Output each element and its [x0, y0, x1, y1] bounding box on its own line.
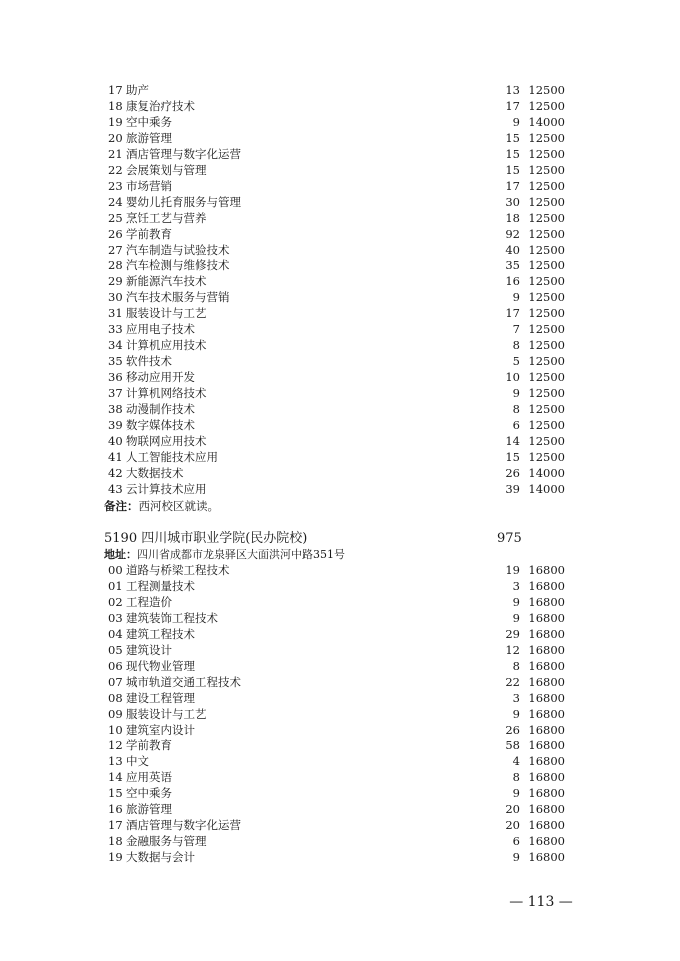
major-name: 旅游管理	[126, 130, 172, 145]
major-code: 21	[108, 146, 123, 161]
enrollment-count: 18	[505, 210, 520, 225]
major-name: 应用电子技术	[126, 322, 195, 337]
table-row	[0, 337, 680, 353]
major-name: 汽车检测与维修技术	[126, 258, 230, 273]
major-code: 34	[108, 338, 123, 353]
enrollment-count: 9	[512, 850, 520, 865]
major-code: 33	[108, 322, 123, 337]
enrollment-count: 8	[512, 338, 520, 353]
major-code: 18	[108, 98, 123, 113]
enrollment-count: 58	[505, 738, 520, 753]
major-code: 38	[108, 402, 123, 416]
major-name: 人工智能技术应用	[126, 449, 218, 464]
table-row	[0, 785, 680, 801]
table-row	[0, 82, 680, 98]
school-name: 5190 四川城市职业学院(民办院校)	[104, 531, 308, 546]
major-name: 中文	[126, 754, 149, 769]
enrollment-count: 35	[505, 258, 520, 273]
tuition-fee: 16800	[528, 738, 565, 753]
major-name: 城市轨道交通工程技术	[126, 674, 241, 689]
major-code: 17	[108, 818, 123, 833]
school-total: 975	[497, 531, 522, 546]
enrollment-count: 6	[512, 834, 520, 849]
major-name: 服装设计与工艺	[126, 306, 207, 321]
major-code: 37	[108, 386, 123, 401]
table-row	[0, 146, 680, 162]
table-row	[0, 162, 680, 178]
major-code: 25	[108, 210, 123, 225]
table-row	[0, 769, 680, 785]
tuition-fee: 16800	[528, 578, 565, 593]
table-row	[0, 449, 680, 465]
table-row	[0, 210, 680, 226]
major-name: 会展策划与管理	[126, 162, 207, 177]
major-code: 27	[108, 242, 123, 257]
major-code: 01	[108, 578, 123, 593]
table-row	[0, 690, 680, 706]
tuition-fee: 16800	[528, 674, 565, 689]
table-row	[0, 833, 680, 849]
major-code: 18	[108, 834, 123, 849]
enrollment-count: 17	[505, 306, 520, 321]
major-name: 数字媒体技术	[126, 417, 195, 432]
major-name: 市场营销	[126, 178, 172, 193]
major-name: 空中乘务	[126, 114, 172, 129]
tuition-fee: 16800	[528, 850, 565, 865]
enrollment-count: 13	[505, 83, 520, 97]
major-code: 36	[108, 370, 123, 385]
major-name: 工程造价	[126, 594, 172, 609]
note-label: 备注：	[104, 499, 139, 513]
major-code: 13	[108, 754, 123, 769]
table-row	[0, 417, 680, 433]
major-name: 汽车技术服务与营销	[126, 290, 230, 305]
table-row	[0, 737, 680, 753]
major-name: 服装设计与工艺	[126, 706, 207, 721]
major-code: 31	[108, 306, 123, 321]
table-row	[0, 305, 680, 321]
major-name: 动漫制作技术	[126, 402, 195, 416]
tuition-fee: 12500	[528, 370, 565, 385]
tuition-fee: 14000	[528, 114, 565, 129]
tuition-fee: 14000	[528, 481, 565, 496]
tuition-fee: 12500	[528, 354, 565, 369]
enrollment-count: 9	[512, 114, 520, 129]
tuition-fee: 12500	[528, 433, 565, 448]
tuition-fee: 12500	[528, 274, 565, 289]
major-code: 08	[108, 690, 123, 705]
major-code: 09	[108, 706, 123, 721]
table-row	[0, 226, 680, 242]
tuition-fee: 12500	[528, 226, 565, 241]
enrollment-count: 15	[505, 162, 520, 177]
enrollment-count: 17	[505, 98, 520, 113]
major-code: 28	[108, 258, 123, 273]
tuition-fee: 16800	[528, 610, 565, 625]
major-name: 康复治疗技术	[126, 98, 195, 113]
enrollment-count: 39	[505, 481, 520, 496]
enrollment-count: 3	[512, 578, 520, 593]
major-code: 19	[108, 850, 123, 865]
major-code: 20	[108, 130, 123, 145]
table-row	[0, 642, 680, 658]
enrollment-count: 15	[505, 130, 520, 145]
tuition-fee: 16800	[528, 722, 565, 737]
tuition-fee: 14000	[528, 465, 565, 480]
enrollment-count: 20	[505, 818, 520, 833]
tuition-fee: 12500	[528, 178, 565, 193]
major-code: 29	[108, 274, 123, 289]
major-code: 19	[108, 114, 123, 129]
enrollment-count: 6	[512, 417, 520, 432]
tuition-fee: 16800	[528, 690, 565, 705]
table-row	[0, 578, 680, 594]
tuition-fee: 12500	[528, 210, 565, 225]
address-text: 四川省成都市龙泉驿区大面洪河中路351号	[137, 548, 345, 561]
major-name: 汽车制造与试验技术	[126, 242, 230, 257]
tuition-fee: 16800	[528, 642, 565, 657]
tuition-fee: 12500	[528, 98, 565, 113]
tuition-fee: 16800	[528, 626, 565, 641]
major-name: 道路与桥梁工程技术	[126, 563, 230, 577]
tuition-fee: 16800	[528, 594, 565, 609]
table-row	[0, 674, 680, 690]
major-code: 06	[108, 658, 123, 673]
table-row	[0, 626, 680, 642]
note-text: 西河校区就读。	[138, 499, 219, 513]
major-name: 工程测量技术	[126, 578, 195, 593]
enrollment-count: 19	[505, 563, 520, 577]
tuition-fee: 12500	[528, 306, 565, 321]
table-row	[0, 722, 680, 738]
major-name: 空中乘务	[126, 786, 172, 801]
table-row	[0, 849, 680, 865]
major-code: 24	[108, 194, 123, 209]
major-name: 建设工程管理	[126, 690, 195, 705]
major-code: 26	[108, 226, 123, 241]
major-name: 烹饪工艺与营养	[126, 210, 207, 225]
enrollment-count: 15	[505, 449, 520, 464]
tuition-fee: 12500	[528, 83, 565, 97]
major-name: 学前教育	[126, 738, 172, 753]
table-row	[0, 178, 680, 194]
enrollment-count: 9	[512, 706, 520, 721]
enrollment-count: 5	[512, 354, 520, 369]
tuition-fee: 12500	[528, 258, 565, 273]
table-row	[0, 658, 680, 674]
major-name: 物联网应用技术	[126, 433, 207, 448]
table-row	[0, 385, 680, 401]
major-code: 35	[108, 354, 123, 369]
table-row	[0, 114, 680, 130]
major-name: 建筑装饰工程技术	[126, 610, 218, 625]
enrollment-count: 3	[512, 690, 520, 705]
enrollment-count: 9	[512, 786, 520, 801]
enrollment-count: 30	[505, 194, 520, 209]
enrollment-count: 9	[512, 610, 520, 625]
tuition-fee: 12500	[528, 194, 565, 209]
table-row	[0, 369, 680, 385]
enrollment-count: 29	[505, 626, 520, 641]
tuition-fee: 12500	[528, 386, 565, 401]
tuition-fee: 12500	[528, 162, 565, 177]
major-name: 金融服务与管理	[126, 834, 207, 849]
tuition-fee: 16800	[528, 754, 565, 769]
major-name: 建筑室内设计	[126, 722, 195, 737]
table-row	[0, 130, 680, 146]
major-code: 03	[108, 610, 123, 625]
major-name: 学前教育	[126, 226, 172, 241]
major-name: 建筑工程技术	[126, 626, 195, 641]
major-code: 07	[108, 674, 123, 689]
major-code: 04	[108, 626, 123, 641]
enrollment-count: 92	[505, 226, 520, 241]
table-row	[0, 753, 680, 769]
tuition-fee: 12500	[528, 402, 565, 416]
enrollment-count: 10	[505, 370, 520, 385]
table-row	[0, 465, 680, 481]
enrollment-count: 9	[512, 290, 520, 305]
tuition-fee: 12500	[528, 338, 565, 353]
table-row	[0, 289, 680, 305]
major-code: 12	[108, 738, 123, 753]
major-code: 17	[108, 83, 123, 97]
major-code: 40	[108, 433, 123, 448]
enrollment-count: 20	[505, 802, 520, 817]
enrollment-count: 12	[505, 642, 520, 657]
tuition-fee: 16800	[528, 802, 565, 817]
tuition-fee: 16800	[528, 658, 565, 673]
school-header	[104, 530, 574, 548]
enrollment-count: 9	[512, 594, 520, 609]
table-row	[0, 706, 680, 722]
tuition-fee: 12500	[528, 322, 565, 337]
enrollment-count: 17	[505, 178, 520, 193]
table-row	[0, 610, 680, 626]
major-name: 软件技术	[126, 354, 172, 369]
tuition-fee: 12500	[528, 290, 565, 305]
major-code: 42	[108, 465, 123, 480]
major-name: 酒店管理与数字化运营	[126, 146, 241, 161]
enrollment-count: 16	[505, 274, 520, 289]
major-code: 39	[108, 417, 123, 432]
major-name: 计算机网络技术	[126, 386, 207, 401]
enrollment-count: 8	[512, 402, 520, 416]
enrollment-count: 9	[512, 386, 520, 401]
major-name: 现代物业管理	[126, 658, 195, 673]
major-name: 计算机应用技术	[126, 338, 207, 353]
major-code: 22	[108, 162, 123, 177]
table-row	[0, 433, 680, 449]
tuition-fee: 16800	[528, 563, 565, 577]
tuition-fee: 12500	[528, 146, 565, 161]
address-label: 地址：	[104, 548, 137, 561]
major-name: 大数据技术	[126, 465, 184, 480]
note-line	[104, 498, 219, 514]
enrollment-count: 7	[512, 322, 520, 337]
enrollment-count: 22	[505, 674, 520, 689]
major-name: 应用英语	[126, 770, 172, 785]
major-code: 10	[108, 722, 123, 737]
table-row	[0, 321, 680, 337]
tuition-fee: 16800	[528, 770, 565, 785]
major-code: 41	[108, 449, 123, 464]
table-row	[0, 242, 680, 258]
table-row	[0, 481, 680, 497]
enrollment-count: 26	[505, 465, 520, 480]
tuition-fee: 12500	[528, 130, 565, 145]
table-row	[0, 562, 680, 578]
major-code: 14	[108, 770, 123, 785]
tuition-fee: 12500	[528, 417, 565, 432]
major-code: 16	[108, 802, 123, 817]
enrollment-count: 14	[505, 433, 520, 448]
enrollment-count: 26	[505, 722, 520, 737]
table-row	[0, 801, 680, 817]
tuition-fee: 16800	[528, 834, 565, 849]
table-row	[0, 257, 680, 273]
table-row	[0, 194, 680, 210]
enrollment-count: 40	[505, 242, 520, 257]
major-code: 05	[108, 642, 123, 657]
major-name: 云计算技术应用	[126, 481, 207, 496]
major-name: 新能源汽车技术	[126, 274, 207, 289]
major-name: 大数据与会计	[126, 850, 195, 865]
major-name: 婴幼儿托育服务与管理	[126, 194, 241, 209]
tuition-fee: 12500	[528, 449, 565, 464]
major-name: 旅游管理	[126, 802, 172, 817]
enrollment-count: 4	[512, 754, 520, 769]
major-name: 移动应用开发	[126, 370, 195, 385]
table-row	[0, 273, 680, 289]
table-row	[0, 594, 680, 610]
tuition-fee: 16800	[528, 706, 565, 721]
school-address	[104, 547, 345, 563]
tuition-fee: 12500	[528, 242, 565, 257]
enrollment-count: 8	[512, 658, 520, 673]
major-code: 43	[108, 481, 123, 496]
major-code: 23	[108, 178, 123, 193]
enrollment-count: 8	[512, 770, 520, 785]
major-name: 酒店管理与数字化运营	[126, 818, 241, 833]
major-code: 02	[108, 594, 123, 609]
table-row	[0, 817, 680, 833]
major-name: 助产	[126, 83, 149, 97]
tuition-fee: 16800	[528, 786, 565, 801]
major-code: 15	[108, 786, 123, 801]
enrollment-count: 15	[505, 146, 520, 161]
table-row	[0, 353, 680, 369]
major-name: 建筑设计	[126, 642, 172, 657]
table-row	[0, 98, 680, 114]
page-number: — 113 —	[509, 894, 573, 910]
major-code: 30	[108, 290, 123, 305]
major-code: 00	[108, 563, 123, 577]
table-row	[0, 401, 680, 417]
tuition-fee: 16800	[528, 818, 565, 833]
